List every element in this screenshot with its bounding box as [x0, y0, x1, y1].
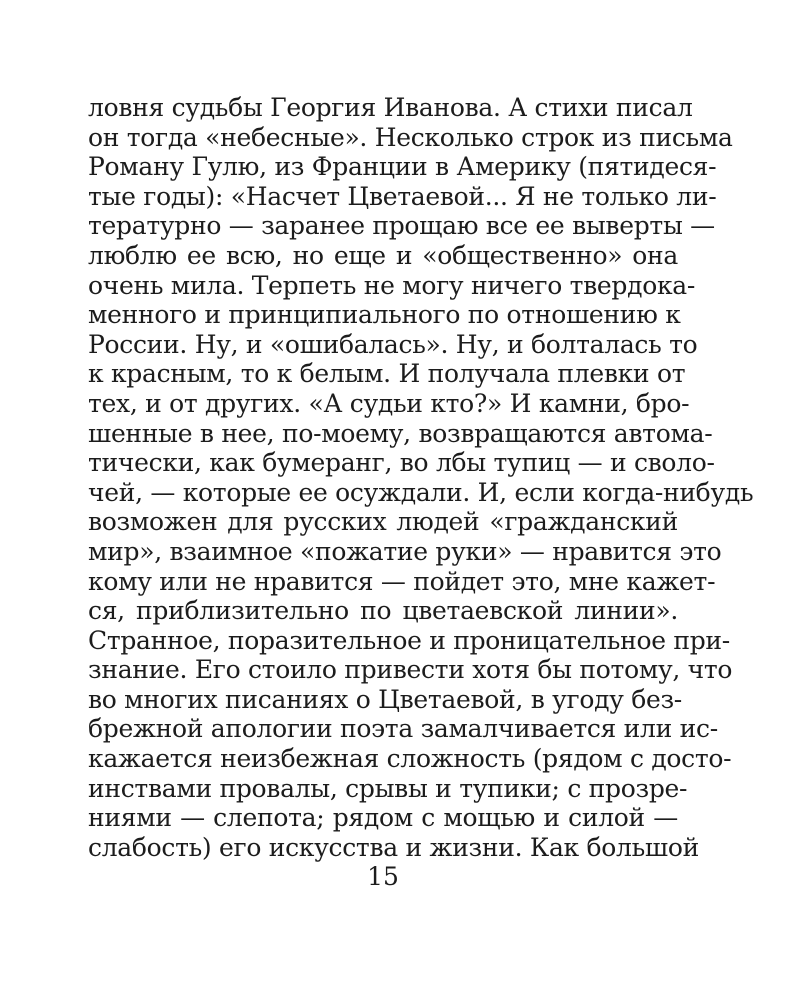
text-line: России. Ну, и «ошибалась». Ну, и болталась то — [88, 329, 698, 359]
text-line: ся, приблизительно по цветаевской линии». — [88, 596, 678, 626]
text-line: шенные в нее, по-моему, возвращаются автома- — [88, 418, 713, 448]
text-line: слабость) его искусства и жизни. Как большой — [88, 832, 699, 862]
text-line: тые годы): «Насчет Цветаевой... Я не только ли- — [88, 181, 717, 211]
text-line: он тогда «небесные». Несколько строк из письма — [88, 122, 733, 152]
text-line: инствами провалы, срывы и тупики; с прозре- — [88, 773, 688, 803]
text-line: тех, и от других. «А судьи кто?» И камни, бро- — [88, 388, 690, 418]
page-number: 15 — [367, 862, 399, 891]
text-line: мир», взаимное «пожатие руки» — нравится это — [88, 536, 722, 566]
text-line: к красным, то к белым. И получала плевки от — [88, 359, 686, 389]
text-line: кому или не нравится — пойдет это, мне кажет- — [88, 566, 716, 596]
text-line: возможен для русских людей «гражданский — [88, 507, 678, 537]
text-line: Странное, поразительное и проницательное при- — [88, 625, 730, 655]
text-line: брежной апологии поэта замалчивается или ис- — [88, 714, 718, 744]
text-line: тературно — заранее прощаю все ее выверты — — [88, 211, 715, 241]
body-text — [88, 93, 754, 862]
text-line: ловня судьбы Георгия Иванова. А стихи писал — [88, 93, 693, 122]
text-line: очень мила. Терпеть не могу ничего твердока- — [88, 270, 696, 300]
text-line: во многих писаниях о Цветаевой, в угоду без- — [88, 684, 682, 714]
text-line: чей, — которые ее осуждали. И, если когда-нибудь — [88, 477, 754, 507]
text-line: кажается неизбежная сложность (рядом с досто- — [88, 744, 732, 774]
text-line: менного и принципиального по отношению к — [88, 300, 681, 330]
text-line: Роману Гулю, из Франции в Америку (пятидеся- — [88, 152, 717, 182]
text-line: тически, как бумеранг, во лбы тупиц — и сволo- — [88, 448, 715, 478]
text-line: люблю ее всю, но еще и «общественно» она — [88, 240, 678, 270]
text-line: ниями — слепота; рядом с мощью и силой — — [88, 803, 678, 833]
text-line: знание. Его стоило привести хотя бы потому, что — [88, 655, 733, 685]
